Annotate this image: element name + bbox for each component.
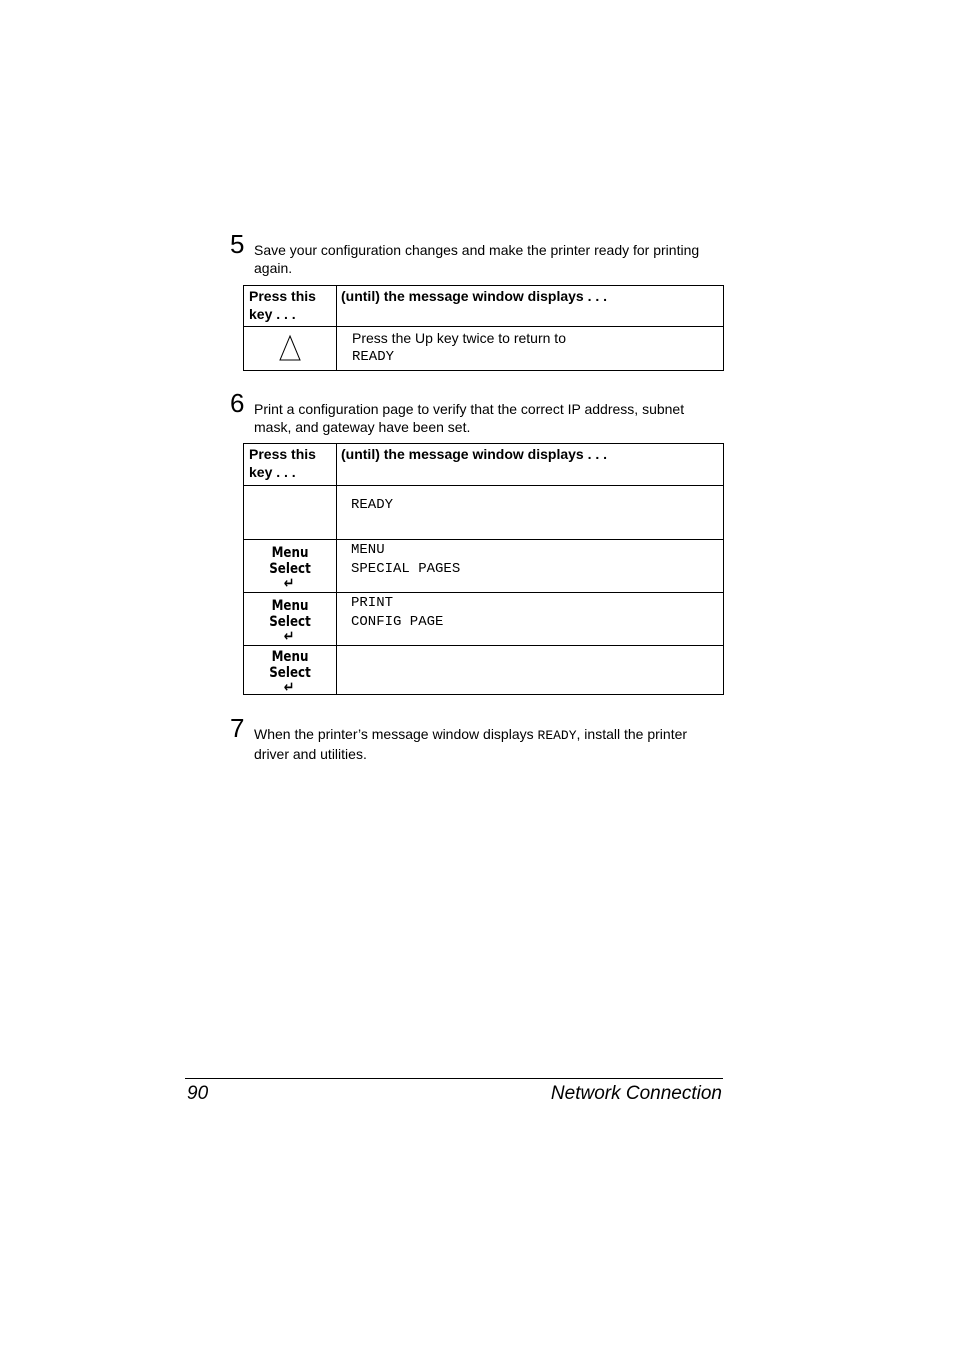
enter-arrow-icon: ↵ <box>283 574 295 592</box>
display-text: READY <box>351 497 394 513</box>
inline-code-ready: READY <box>537 728 577 743</box>
menu-select-key-icon <box>251 593 329 645</box>
table-header-row <box>244 444 724 486</box>
display-ready: READY <box>352 349 395 365</box>
key-table-2 <box>243 443 724 695</box>
step-text-part: , install the printer driver and utilities. <box>254 726 688 762</box>
display-text: MENU SPECIAL PAGES <box>351 542 461 577</box>
instruction-text: Press the Up key twice to return to <box>352 330 566 346</box>
key-label-select: Select <box>269 665 311 681</box>
display-text: PRINT CONFIG PAGE <box>351 595 444 630</box>
key-label-menu: Menu <box>271 545 309 561</box>
key-label-select: Select <box>269 561 311 577</box>
message-column-header: (until) the message window displays . . . <box>341 288 608 304</box>
table-row <box>244 486 724 540</box>
menu-select-key-icon <box>251 646 329 696</box>
enter-arrow-icon: ↵ <box>283 678 295 696</box>
table-header-row <box>244 286 724 327</box>
menu-select-key-icon <box>251 540 329 592</box>
key-column-header: Press this key . . . <box>249 288 316 322</box>
key-label-menu: Menu <box>271 649 309 665</box>
key-column-header: Press this key . . . <box>249 446 316 480</box>
step-number: 5 <box>230 229 245 259</box>
step-text: Print a configuration page to verify that the correct IP address, subnet mask, and gateway have been set. <box>254 401 685 435</box>
up-arrow-key-icon <box>278 334 302 362</box>
step-number: 6 <box>230 388 245 418</box>
key-label-menu: Menu <box>271 598 309 614</box>
table-row <box>244 593 724 646</box>
step-text <box>254 725 724 763</box>
display-text <box>337 646 723 666</box>
table-row <box>244 646 724 695</box>
key-table-1 <box>243 285 724 371</box>
step-text: Save your configuration changes and make the printer ready for printing again. <box>254 242 700 276</box>
step-text-part: When the printer’s message window displays <box>254 726 538 742</box>
chapter-title: Network Connection <box>550 1083 722 1104</box>
footer-rule <box>185 1078 723 1079</box>
step-number: 7 <box>230 713 245 743</box>
key-label-select: Select <box>269 614 311 630</box>
message-column-header: (until) the message window displays . . . <box>341 446 608 462</box>
enter-arrow-icon: ↵ <box>283 627 295 645</box>
page-number: 90 <box>187 1083 209 1104</box>
table-row <box>244 540 724 593</box>
table-row <box>244 327 724 371</box>
